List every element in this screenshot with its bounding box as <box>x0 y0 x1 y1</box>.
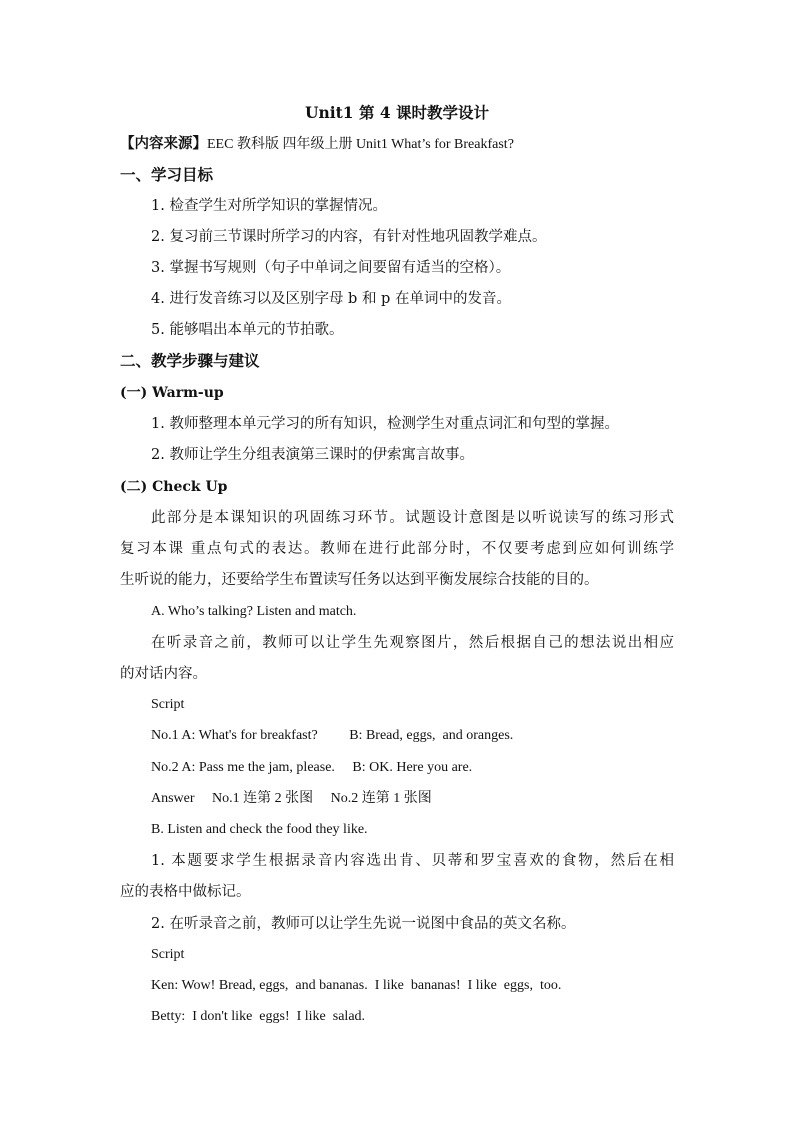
page-title: Unit1 第 4 课时教学设计 <box>304 103 490 122</box>
checkup-paragraph-line: 此部分是本课知识的巩固练习环节。试题设计意图是以听说读写的练习形式 <box>151 510 674 526</box>
source-text: EEC 教科版 四年级上册 Unit1 What’s for Breakfast? <box>207 137 514 152</box>
goal-item: 1. 检查学生对所学知识的掌握情况。 <box>151 198 387 214</box>
part-b-item-line: 1. 本题要求学生根据录音内容选出肯、贝蒂和罗宝喜欢的食物，然后在相 <box>151 853 674 869</box>
section-heading-steps: 二、教学步骤与建议 <box>120 351 260 370</box>
script-line: No.2 A: Pass me the jam, please. B: OK. Here you are. <box>151 760 473 775</box>
warmup-heading: (一) Warm-up <box>120 385 224 401</box>
script-label: Script <box>151 697 185 712</box>
part-b-title: B. Listen and check the food they like. <box>151 822 368 837</box>
warmup-item: 2. 教师让学生分组表演第三课时的伊索寓言故事。 <box>151 447 474 463</box>
part-b-item-line: 2. 在听录音之前，教师可以让学生先说一说图中食品的英文名称。 <box>151 916 576 932</box>
goal-item: 5. 能够唱出本单元的节拍歌。 <box>151 322 344 338</box>
goal-item: 4. 进行发音练习以及区别字母 b 和 p 在单词中的发音。 <box>151 291 511 307</box>
script-label: Script <box>151 947 185 962</box>
source-label: 【内容来源】 <box>120 135 207 152</box>
section-heading-goals: 一、学习目标 <box>120 165 214 184</box>
script-line: Ken: Wow! Bread, eggs, and bananas. I like bananas! I like eggs, too. <box>151 978 562 993</box>
goal-item: 2. 复习前三节课时所学习的内容，有针对性地巩固教学难点。 <box>151 229 547 245</box>
script-line: Betty: I don't like eggs! I like salad. <box>151 1009 366 1024</box>
checkup-paragraph-line: 复习本课 重点句式的表达。教师在进行此部分时，不仅要考虑到应如何训练学 <box>120 541 674 557</box>
checkup-paragraph-line: 生听说的能力，还要给学生布置读写任务以达到平衡发展综合技能的目的。 <box>120 572 599 588</box>
part-a-title: A. Who’s talking? Listen and match. <box>151 604 357 619</box>
goal-item: 3. 掌握书写规则（句子中单词之间要留有适当的空格）。 <box>151 260 511 276</box>
script-line: No.1 A: What's for breakfast? B: Bread, eggs, and oranges. <box>151 728 514 743</box>
part-b-item-line: 应的表格中做标记。 <box>120 884 251 900</box>
warmup-item: 1. 教师整理本单元学习的所有知识，检测学生对重点词汇和句型的掌握。 <box>151 416 619 432</box>
answer-line: Answer No.1 连第 2 张图 No.2 连第 1 张图 <box>151 791 432 806</box>
part-a-paragraph-line: 的对话内容。 <box>120 666 207 682</box>
part-a-paragraph-line: 在听录音之前，教师可以让学生先观察图片，然后根据自己的想法说出相应 <box>151 635 674 651</box>
checkup-heading: (二) Check Up <box>120 479 228 495</box>
content-source-line <box>120 134 514 155</box>
